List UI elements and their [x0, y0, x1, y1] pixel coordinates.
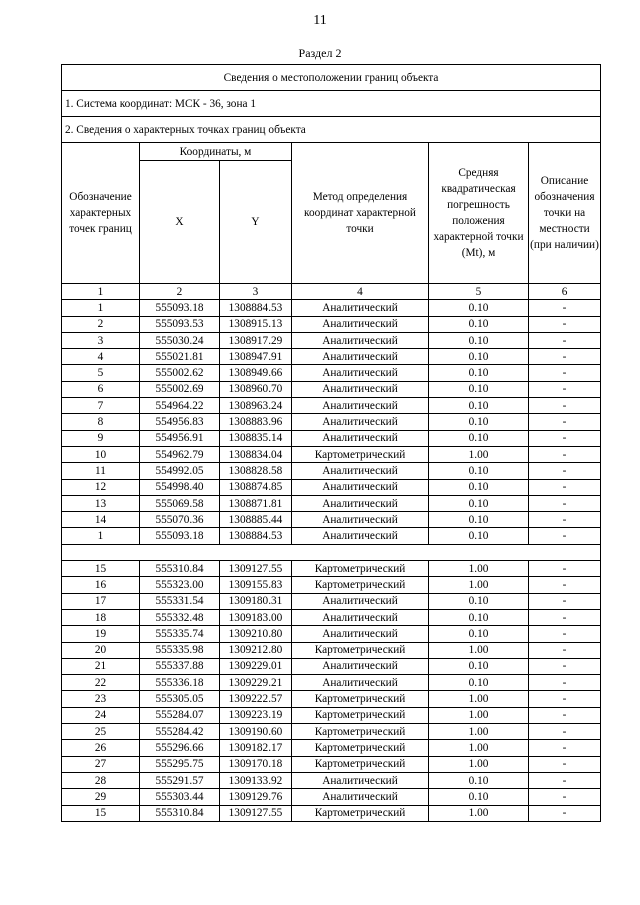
boundary-table	[61, 64, 601, 822]
table-row	[62, 561, 601, 577]
cell-description: -	[529, 300, 601, 316]
cell-description: -	[529, 316, 601, 332]
cell-description: -	[529, 805, 601, 821]
points-title: 2. Сведения о характерных точках границ объекта	[62, 117, 601, 143]
cell-coord-y: 1309180.31	[220, 593, 292, 609]
cell-coord-y: 1309229.01	[220, 658, 292, 674]
cell-method: Аналитический	[292, 316, 429, 332]
cell-description: -	[529, 577, 601, 593]
table-row	[62, 593, 601, 609]
table-row	[62, 300, 601, 316]
cell-coord-x: 2	[140, 284, 220, 300]
cell-description: -	[529, 609, 601, 625]
cell-method: Аналитический	[292, 332, 429, 348]
cell-method: Аналитический	[292, 772, 429, 788]
table-row	[62, 756, 601, 772]
cell-coord-x: 554962.79	[140, 446, 220, 462]
cell-description: -	[529, 740, 601, 756]
table-row	[62, 789, 601, 805]
table-row	[62, 626, 601, 642]
cell-point-id: 1	[62, 528, 140, 544]
cell-error: 1.00	[429, 446, 529, 462]
cell-coord-x: 555021.81	[140, 349, 220, 365]
cell-error: 5	[429, 284, 529, 300]
cell-description: 6	[529, 284, 601, 300]
cell-description: -	[529, 593, 601, 609]
cell-method: Картометрический	[292, 691, 429, 707]
cell-description: -	[529, 430, 601, 446]
cell-method: Картометрический	[292, 561, 429, 577]
cell-description: -	[529, 446, 601, 462]
page-number: 11	[313, 13, 327, 28]
cell-point-id: 13	[62, 495, 140, 511]
cell-point-id: 8	[62, 414, 140, 430]
cell-coord-y: 1309212.80	[220, 642, 292, 658]
table-row	[62, 772, 601, 788]
cell-point-id: 19	[62, 626, 140, 642]
cell-coord-y: 1308915.13	[220, 316, 292, 332]
table-row	[62, 642, 601, 658]
cell-method: Картометрический	[292, 577, 429, 593]
cell-method: Картометрический	[292, 756, 429, 772]
cell-coord-y: 1308874.85	[220, 479, 292, 495]
cell-error: 1.00	[429, 724, 529, 740]
cell-coord-x: 555070.36	[140, 512, 220, 528]
cell-error: 0.10	[429, 658, 529, 674]
cell-description: -	[529, 707, 601, 723]
cell-point-id: 12	[62, 479, 140, 495]
table-row	[62, 609, 601, 625]
cell-method: Картометрический	[292, 642, 429, 658]
cell-point-id: 22	[62, 675, 140, 691]
cell-coord-x: 555296.66	[140, 740, 220, 756]
table-row	[62, 512, 601, 528]
cell-coord-y: 1308960.70	[220, 381, 292, 397]
cell-method: 4	[292, 284, 429, 300]
cell-point-id: 11	[62, 463, 140, 479]
cell-error: 0.10	[429, 332, 529, 348]
cell-error: 0.10	[429, 626, 529, 642]
cell-method: Аналитический	[292, 495, 429, 511]
cell-method: Аналитический	[292, 300, 429, 316]
cell-coord-y: 1309183.00	[220, 609, 292, 625]
table-row	[62, 446, 601, 462]
table-row	[62, 495, 601, 511]
cell-coord-x: 554998.40	[140, 479, 220, 495]
cell-method: Аналитический	[292, 349, 429, 365]
cell-error: 1.00	[429, 740, 529, 756]
cell-point-id: 6	[62, 381, 140, 397]
table-row	[62, 414, 601, 430]
cell-error: 0.10	[429, 789, 529, 805]
cell-coord-y: 1309182.17	[220, 740, 292, 756]
cell-coord-y: 1309155.83	[220, 577, 292, 593]
cell-coord-x: 554956.91	[140, 430, 220, 446]
cell-error: 0.10	[429, 349, 529, 365]
cell-coord-y: 1308885.44	[220, 512, 292, 528]
cell-description: -	[529, 463, 601, 479]
cell-coord-x: 555002.62	[140, 365, 220, 381]
cell-error: 0.10	[429, 593, 529, 609]
cell-error: 1.00	[429, 691, 529, 707]
cell-error: 0.10	[429, 512, 529, 528]
section-title: Раздел 2	[298, 46, 342, 60]
table-row	[62, 658, 601, 674]
cell-error: 0.10	[429, 463, 529, 479]
cell-coord-x: 555093.18	[140, 528, 220, 544]
cell-description: -	[529, 691, 601, 707]
table-row	[62, 430, 601, 446]
cell-description: -	[529, 789, 601, 805]
cell-coord-y: 1309129.76	[220, 789, 292, 805]
cell-coord-x: 555093.53	[140, 316, 220, 332]
cell-point-id: 4	[62, 349, 140, 365]
cell-method: Картометрический	[292, 707, 429, 723]
cell-point-id: 20	[62, 642, 140, 658]
cell-coord-y: 1308871.81	[220, 495, 292, 511]
cell-point-id: 10	[62, 446, 140, 462]
cell-description: -	[529, 381, 601, 397]
coord-system: 1. Система координат: МСК - 36, зона 1	[62, 91, 601, 117]
table-row	[62, 332, 601, 348]
cell-coord-x: 555284.42	[140, 724, 220, 740]
cell-coord-x: 555002.69	[140, 381, 220, 397]
header-method: Метод определения координат характерной точки	[292, 143, 429, 284]
table-row	[62, 724, 601, 740]
separator-cell	[62, 544, 601, 560]
cell-method: Аналитический	[292, 675, 429, 691]
cell-method: Картометрический	[292, 805, 429, 821]
cell-point-id: 17	[62, 593, 140, 609]
cell-error: 0.10	[429, 381, 529, 397]
cell-coord-y: 1308834.04	[220, 446, 292, 462]
cell-description: -	[529, 414, 601, 430]
cell-error: 0.10	[429, 479, 529, 495]
cell-method: Аналитический	[292, 528, 429, 544]
cell-point-id: 18	[62, 609, 140, 625]
cell-point-id: 23	[62, 691, 140, 707]
cell-coord-y: 1308883.96	[220, 414, 292, 430]
cell-coord-x: 555337.88	[140, 658, 220, 674]
cell-method: Аналитический	[292, 463, 429, 479]
cell-coord-x: 554956.83	[140, 414, 220, 430]
cell-point-id: 16	[62, 577, 140, 593]
cell-error: 1.00	[429, 577, 529, 593]
cell-description: -	[529, 724, 601, 740]
cell-point-id: 5	[62, 365, 140, 381]
cell-coord-x: 555323.00	[140, 577, 220, 593]
cell-coord-y: 1308884.53	[220, 300, 292, 316]
cell-coord-y: 1309190.60	[220, 724, 292, 740]
cell-error: 0.10	[429, 609, 529, 625]
cell-description: -	[529, 756, 601, 772]
cell-point-id: 28	[62, 772, 140, 788]
table-row	[62, 381, 601, 397]
cell-coord-x: 555069.58	[140, 495, 220, 511]
cell-error: 1.00	[429, 561, 529, 577]
header-description: Описание обозначения точки на местности (при наличии)	[529, 143, 601, 284]
cell-point-id: 29	[62, 789, 140, 805]
cell-coord-x: 555093.18	[140, 300, 220, 316]
cell-method: Картометрический	[292, 724, 429, 740]
table-row	[62, 805, 601, 821]
cell-coord-x: 554964.22	[140, 398, 220, 414]
header-point-designation: Обозначение характерных точек границ	[62, 143, 140, 284]
cell-coord-x: 555295.75	[140, 756, 220, 772]
cell-coord-x: 555335.74	[140, 626, 220, 642]
cell-coord-x: 555310.84	[140, 561, 220, 577]
cell-description: -	[529, 528, 601, 544]
cell-point-id: 9	[62, 430, 140, 446]
cell-error: 0.10	[429, 316, 529, 332]
cell-coord-y: 1308835.14	[220, 430, 292, 446]
cell-error: 1.00	[429, 642, 529, 658]
cell-error: 0.10	[429, 365, 529, 381]
table-row	[62, 707, 601, 723]
cell-method: Аналитический	[292, 593, 429, 609]
cell-error: 0.10	[429, 495, 529, 511]
cell-description: -	[529, 365, 601, 381]
cell-coord-x: 555030.24	[140, 332, 220, 348]
cell-point-id: 26	[62, 740, 140, 756]
cell-error: 0.10	[429, 430, 529, 446]
table-row	[62, 740, 601, 756]
cell-coord-x: 555291.57	[140, 772, 220, 788]
cell-coord-y: 1309210.80	[220, 626, 292, 642]
header-x: X	[140, 161, 220, 284]
cell-description: -	[529, 561, 601, 577]
cell-error: 0.10	[429, 772, 529, 788]
cell-error: 0.10	[429, 414, 529, 430]
header-y: Y	[220, 161, 292, 284]
cell-description: -	[529, 626, 601, 642]
cell-method: Картометрический	[292, 740, 429, 756]
cell-description: -	[529, 642, 601, 658]
cell-point-id: 1	[62, 300, 140, 316]
cell-point-id: 14	[62, 512, 140, 528]
table-row	[62, 316, 601, 332]
cell-description: -	[529, 658, 601, 674]
cell-error: 0.10	[429, 300, 529, 316]
cell-coord-y: 1309170.18	[220, 756, 292, 772]
cell-coord-y: 1309127.55	[220, 561, 292, 577]
cell-error: 1.00	[429, 805, 529, 821]
cell-point-id: 27	[62, 756, 140, 772]
table-row	[62, 349, 601, 365]
cell-coord-y: 1309229.21	[220, 675, 292, 691]
cell-error: 1.00	[429, 707, 529, 723]
cell-method: Аналитический	[292, 479, 429, 495]
table-row	[62, 528, 601, 544]
table-row	[62, 675, 601, 691]
table-row	[62, 365, 601, 381]
cell-description: -	[529, 512, 601, 528]
cell-coord-y: 1309127.55	[220, 805, 292, 821]
cell-point-id: 25	[62, 724, 140, 740]
cell-method: Аналитический	[292, 658, 429, 674]
cell-method: Аналитический	[292, 609, 429, 625]
table-row	[62, 479, 601, 495]
cell-description: -	[529, 332, 601, 348]
cell-description: -	[529, 398, 601, 414]
cell-coord-y: 3	[220, 284, 292, 300]
cell-point-id: 21	[62, 658, 140, 674]
cell-coord-x: 555336.18	[140, 675, 220, 691]
cell-coord-x: 555331.54	[140, 593, 220, 609]
header-coordinates: Координаты, м	[140, 143, 292, 161]
cell-coord-x: 555310.84	[140, 805, 220, 821]
cell-description: -	[529, 479, 601, 495]
cell-coord-x: 555335.98	[140, 642, 220, 658]
table-row	[62, 463, 601, 479]
cell-coord-y: 1308828.58	[220, 463, 292, 479]
table-title: Сведения о местоположении границ объекта	[62, 65, 601, 91]
cell-coord-x: 555284.07	[140, 707, 220, 723]
cell-coord-y: 1309222.57	[220, 691, 292, 707]
cell-coord-y: 1308963.24	[220, 398, 292, 414]
table-row	[62, 691, 601, 707]
cell-coord-y: 1309133.92	[220, 772, 292, 788]
cell-method: Аналитический	[292, 430, 429, 446]
cell-description: -	[529, 495, 601, 511]
cell-method: Картометрический	[292, 446, 429, 462]
cell-coord-x: 555305.05	[140, 691, 220, 707]
cell-error: 0.10	[429, 398, 529, 414]
cell-description: -	[529, 772, 601, 788]
cell-method: Аналитический	[292, 398, 429, 414]
cell-description: -	[529, 675, 601, 691]
table-row	[62, 577, 601, 593]
cell-method: Аналитический	[292, 789, 429, 805]
cell-coord-x: 555303.44	[140, 789, 220, 805]
cell-coord-x: 555332.48	[140, 609, 220, 625]
header-error: Средняя квадратическая погрешность положения характерной точки (Mt), м	[429, 143, 529, 284]
table-row	[62, 398, 601, 414]
cell-coord-y: 1308884.53	[220, 528, 292, 544]
cell-description: -	[529, 349, 601, 365]
cell-point-id: 3	[62, 332, 140, 348]
cell-point-id: 1	[62, 284, 140, 300]
cell-coord-y: 1308947.91	[220, 349, 292, 365]
cell-point-id: 2	[62, 316, 140, 332]
cell-method: Аналитический	[292, 365, 429, 381]
cell-method: Аналитический	[292, 381, 429, 397]
separator-row	[62, 544, 601, 560]
cell-error: 1.00	[429, 756, 529, 772]
cell-point-id: 15	[62, 805, 140, 821]
cell-method: Аналитический	[292, 512, 429, 528]
column-number-row	[62, 284, 601, 300]
cell-coord-y: 1308949.66	[220, 365, 292, 381]
cell-method: Аналитический	[292, 626, 429, 642]
cell-point-id: 24	[62, 707, 140, 723]
cell-point-id: 7	[62, 398, 140, 414]
cell-coord-y: 1309223.19	[220, 707, 292, 723]
cell-method: Аналитический	[292, 414, 429, 430]
cell-error: 0.10	[429, 675, 529, 691]
cell-error: 0.10	[429, 528, 529, 544]
cell-coord-y: 1308917.29	[220, 332, 292, 348]
cell-coord-x: 554992.05	[140, 463, 220, 479]
cell-point-id: 15	[62, 561, 140, 577]
